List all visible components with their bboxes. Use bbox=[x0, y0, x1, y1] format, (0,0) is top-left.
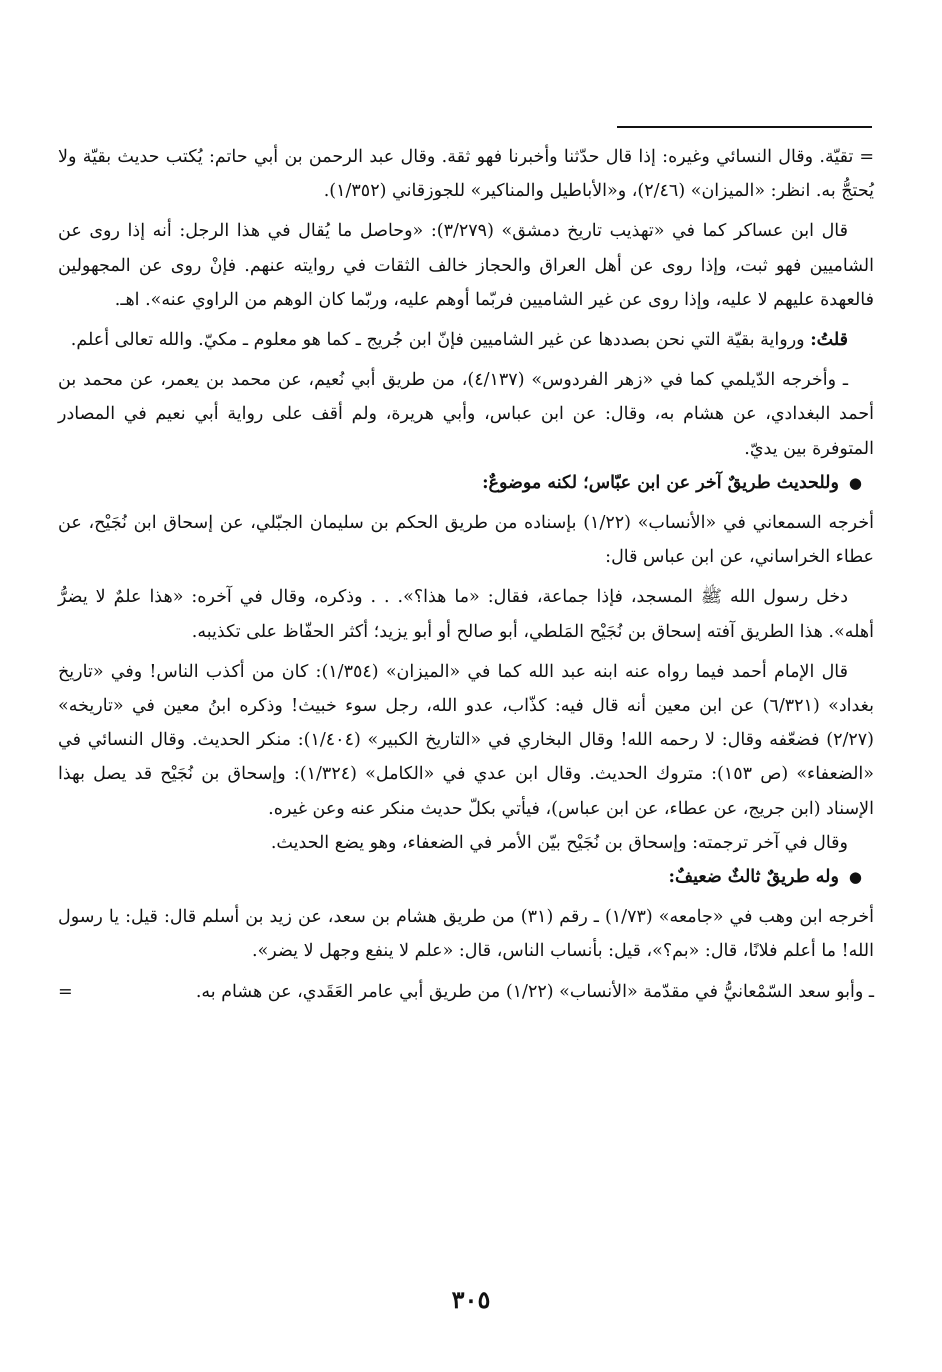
continuation-marker: = bbox=[58, 981, 73, 1002]
bullet-icon: ● bbox=[848, 868, 862, 887]
bullet-heading-second-route: ●وللحديث طريقٌ آخر عن ابن عبّاس؛ لكنه موضوعٌ: bbox=[58, 466, 874, 500]
footnote-paragraph-qultu: قلتُ: ورواية بقيّة التي نحن بصددها عن غير الشاميين فإنّ ابن جُريج ـ كما هو معلوم ـ مكيّ. والله تعالى أعلم. bbox=[70, 330, 848, 351]
page-number: ٣٠٥ bbox=[451, 1285, 491, 1314]
footnote-paragraph-end-of-biography: وقال في آخر ترجمته: وإسحاق بن نُجَيْح بيّن الأمر في الضعفاء، وهو يضع الحديث. bbox=[270, 832, 848, 853]
qultu-label: قلتُ: bbox=[810, 330, 848, 351]
footnote-paragraph-imam-ahmad: قال الإمام أحمد فيما رواه عنه ابنه عبد الله كما في «الميزان» (١/٣٥٤): كان من أكذب الناس! وفي «تاريخ بغداد» (٦/٣٢١) عن ابن معين أنه قال فيه: كذّاب، عدو الله، رجل سوء خبيث! وذكره ابنُ معين في «تاريخه» (٢/٢٧) فضعّفه وقال: لا رحمه الله! وقال البخاري في «التاريخ الكبير» (١/٤٠٤): منكر الحديث. وقال النسائي في «الضعفاء» (ص ١٥٣): متروك الحديث. وقال ابن عدي في «الكامل» (١/٣٢٤): وإسحاق بن نُجَيْح قد يصل بهذا الإسناد (ابن جريج، عن عطاء، عن ابن عباس)، فيأتي بكلّ حديث منكر عنه وعن غيره. bbox=[58, 661, 874, 819]
footnote-paragraph-ibn-asakir: قال ابن عساكر كما في «تهذيب تاريخ دمشق» (٣/٢٧٩): «وحاصل ما يُقال في هذا الرجل: أنه إذا روى عن الشاميين فهو ثبت، وإذا روى عن أهل العراق والحجاز خالف الثقات في روايته عنهم. فإنْ روى عن المجهولين فالعهدة عليهم لا عليه، وإذا روى عن غير الشاميين فربّما أوهم عليه، وربّما كان الوهم من الراوي عنه». اهـ. bbox=[58, 221, 874, 310]
footnote-paragraph-samani: أخرجه السمعاني في «الأنساب» (١/٢٢) بإسناده من طريق الحكم بن سليمان الجبّلي، عن إسحاق ابن نُجَيْح، عن عطاء الخراساني، عن ابن عباس قال: bbox=[58, 513, 874, 568]
bullet-icon: ● bbox=[848, 473, 862, 492]
footnote-paragraph-hadith-text: دخل رسول الله ﷺ المسجد، فإذا جماعة، فقال: «ما هذا؟». . . وذكره، وقال في آخره: «هذا علمٌ لا يضرُّ أهله». هذا الطريق آفته إسحاق بن نُجَيْح المَلطي، أبو صالح أو أبو يزيد؛ أكثر الحفّاظ على تكذيبه. bbox=[58, 587, 874, 642]
footnote-separator-rule bbox=[617, 126, 872, 128]
footnote-paragraph-abu-sad: = ـ وأبو سعد السّمْعانيُّ في مقدّمة «الأنساب» (١/٢٢) من طريق أبي عامر العَقَدي، عن هشام به. bbox=[58, 975, 874, 1009]
footnote-paragraph-ibn-wahb: أخرجه ابن وهب في «جامعه» (١/٧٣) ـ رقم (٣١) من طريق هشام بن سعد، عن زيد بن أسلم قال: قيل: يا رسول الله! ما أعلم فلانًا، قال: «بم؟»، قيل: بأنساب الناس، قال: «علم لا ينفع وجهل لا يضر». bbox=[58, 907, 875, 962]
footnote-paragraph-continuation: =تقيّة. وقال النسائي وغيره: إذا قال حدّثنا وأخبرنا فهو ثقة. وقال عبد الرحمن بن أبي حاتم: يُكتب حديث بقيّة ولا يُحتجُّ به. انظر: «الميزان» (٢/٤٦)، و«الأباطيل والمناكير» للجوزقاني (١/٣٥٢). bbox=[58, 147, 874, 202]
continuation-marker: = bbox=[859, 147, 874, 167]
footnote-body bbox=[58, 140, 874, 1009]
footnote-paragraph-daylami: ـ وأخرجه الدّيلمي كما في «زهر الفردوس» (٤/١٣٧)، من طريق أبي نُعيم، عن محمد بن يعمر، عن محمد بن أحمد البغدادي، عن هشام به، وقال: عن ابن عباس، وأبي هريرة، ولم أقف على رواية أبي نعيم في المصادر المتوفرة بين يديّ. bbox=[58, 370, 874, 459]
bullet-heading-third-route: ●وله طريقٌ ثالثٌ ضعيفٌ: bbox=[58, 860, 874, 894]
